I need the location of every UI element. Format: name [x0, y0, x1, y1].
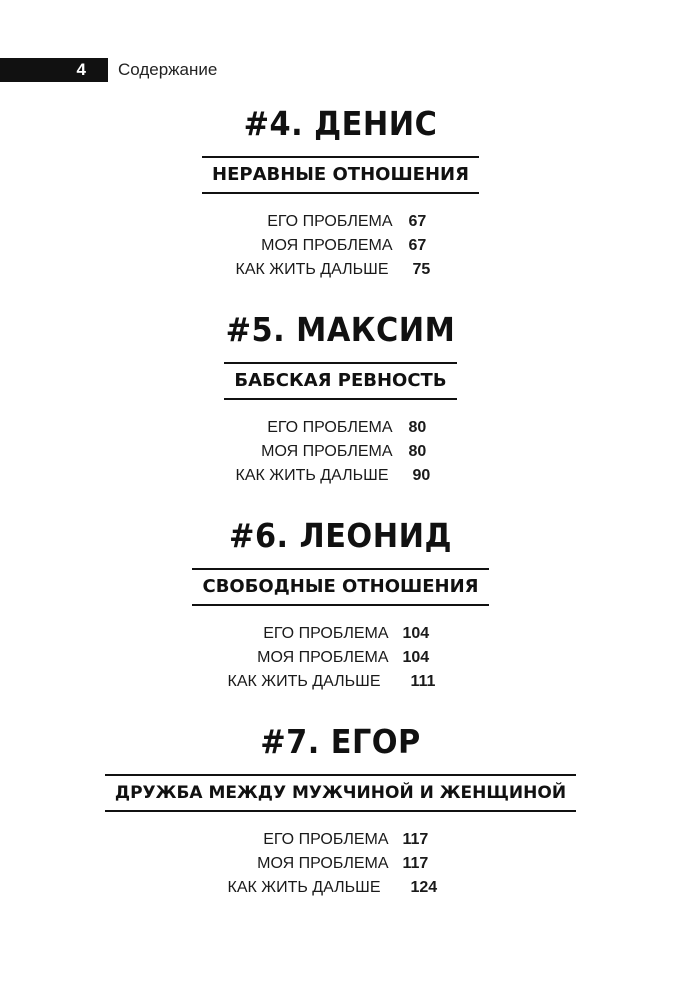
toc-entry-page: 117	[402, 855, 429, 872]
toc-entry[interactable]	[0, 670, 681, 694]
page-number: 4	[76, 60, 86, 79]
toc-entries	[0, 828, 681, 900]
chapter-subtitle: НЕРАВНЫЕ ОТНОШЕНИЯ	[202, 156, 479, 194]
toc-entry-label: ЕГО ПРОБЛЕМА	[263, 831, 389, 848]
toc-entries	[0, 416, 681, 488]
toc-entry-label: КАК ЖИТЬ ДАЛЬШЕ	[227, 879, 381, 896]
toc-entry-label: МОЯ ПРОБЛЕМА	[261, 237, 393, 254]
running-header	[0, 58, 300, 82]
toc-entry-page: 104	[402, 625, 430, 642]
page-number-bar	[0, 58, 108, 82]
toc-entry-label: ЕГО ПРОБЛЕМА	[267, 419, 393, 436]
toc-entry-label: МОЯ ПРОБЛЕМА	[257, 649, 389, 666]
chapter-title: #4. ДЕНИС	[243, 104, 438, 143]
toc-entry-label: КАК ЖИТЬ ДАЛЬШЕ	[235, 261, 389, 278]
toc-entry-label: КАК ЖИТЬ ДАЛЬШЕ	[227, 673, 381, 690]
toc-entry[interactable]	[0, 646, 681, 670]
toc-entry-label: МОЯ ПРОБЛЕМА	[261, 443, 393, 460]
toc-entry-page: 67	[408, 213, 427, 230]
toc-entry[interactable]	[0, 416, 681, 440]
toc-entries	[0, 622, 681, 694]
toc-entries	[0, 210, 681, 282]
toc-entry-label: МОЯ ПРОБЛЕМА	[257, 855, 389, 872]
chapter-7	[0, 722, 681, 900]
toc-entry[interactable]	[0, 852, 681, 876]
toc-entry[interactable]	[0, 828, 681, 852]
toc-entry[interactable]	[0, 876, 681, 900]
toc-entry-page: 90	[412, 467, 431, 484]
chapter-6	[0, 516, 681, 694]
toc-entry[interactable]	[0, 258, 681, 282]
toc-entry-page: 80	[408, 419, 427, 436]
toc-entry-page: 117	[402, 831, 429, 848]
toc-entry-page: 75	[412, 261, 431, 278]
toc-entry[interactable]	[0, 622, 681, 646]
chapter-title: #6. ЛЕОНИД	[229, 516, 452, 555]
toc-entry[interactable]	[0, 440, 681, 464]
chapter-subtitle: СВОБОДНЫЕ ОТНОШЕНИЯ	[192, 568, 488, 606]
chapter-subtitle: БАБСКАЯ РЕВНОСТЬ	[224, 362, 456, 400]
toc-entry-label: ЕГО ПРОБЛЕМА	[263, 625, 389, 642]
toc-entry-page: 104	[402, 649, 430, 666]
toc-entry[interactable]	[0, 464, 681, 488]
toc-entry-page: 124	[410, 879, 438, 896]
toc-entry-page: 67	[408, 237, 427, 254]
chapter-title: #7. ЕГОР	[260, 722, 421, 761]
toc-entry[interactable]	[0, 234, 681, 258]
chapter-title: #5. МАКСИМ	[225, 310, 456, 349]
chapter-subtitle: ДРУЖБА МЕЖДУ МУЖЧИНОЙ И ЖЕНЩИНОЙ	[105, 774, 576, 812]
toc-entry-page: 80	[408, 443, 427, 460]
toc-entry-page: 111	[410, 673, 436, 690]
chapter-5	[0, 310, 681, 488]
chapter-4	[0, 104, 681, 282]
toc-entry[interactable]	[0, 210, 681, 234]
section-title: Содержание	[118, 60, 218, 79]
toc-entry-label: КАК ЖИТЬ ДАЛЬШЕ	[235, 467, 389, 484]
toc-entry-label: ЕГО ПРОБЛЕМА	[267, 213, 393, 230]
